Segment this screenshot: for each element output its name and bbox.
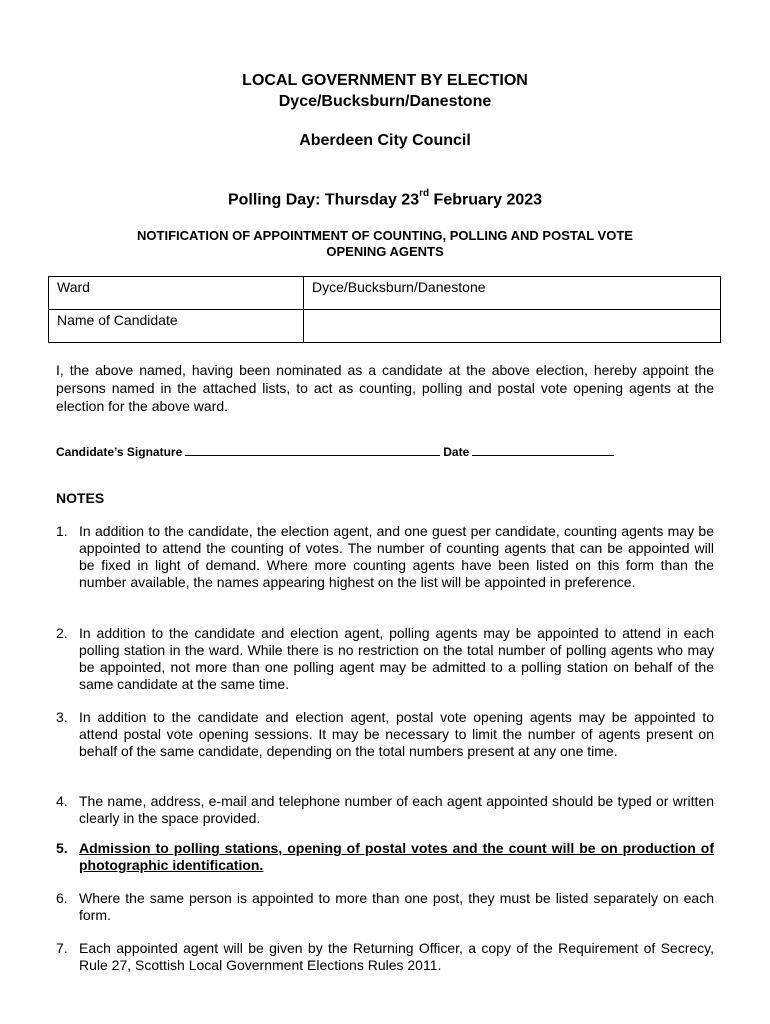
date-label: Date [443, 445, 470, 459]
note-number: 6. [56, 890, 68, 906]
note-text: In addition to the candidate, the election agent, and one guest per candidate, counting agents may be appointed to attend the counting of votes. The number of counting agents that can be appointed will be fixed in light of demand. Where more counting agents have been listed on this form than the number available, the names appearing highest on the list will be appointed in preference. [79, 523, 714, 590]
note-number: 1. [56, 523, 68, 539]
note-number: 5. [56, 840, 68, 856]
notification-heading-line1: NOTIFICATION OF APPOINTMENT OF COUNTING, POLLING AND POSTAL VOTE [137, 228, 633, 243]
note-number: 4. [56, 793, 68, 809]
polling-day-ordinal: rd [419, 188, 430, 199]
note-item-photo-id [56, 840, 714, 874]
polling-day [0, 190, 770, 209]
ward-row [49, 277, 721, 310]
polling-day-prefix: Polling Day: Thursday 23 [227, 191, 420, 209]
note-text: In addition to the candidate and election agent, polling agents may be appointed to attend in each polling station in the ward. While there is no restriction on the total number of polling agents who may be appointed, not more than one polling agent may be admitted to a polling station on behalf of the same candidate at the same time. [79, 625, 714, 692]
note-text: The name, address, e-mail and telephone number of each agent appointed should be typed or written clearly in the space provided. [79, 793, 714, 826]
notes-heading: NOTES [56, 490, 105, 506]
election-title: LOCAL GOVERNMENT BY ELECTION [242, 72, 528, 89]
polling-day-suffix: February 2023 [429, 191, 543, 209]
note-number: 7. [56, 940, 68, 956]
note-text: Admission to polling stations, opening of postal votes and the count will be on production of photographic identification. [79, 840, 714, 873]
note-item [56, 709, 714, 760]
note-item [56, 793, 714, 827]
signature-field[interactable] [185, 444, 440, 456]
ward-candidate-table [48, 276, 721, 343]
note-number: 2. [56, 625, 68, 641]
signature-row [56, 444, 614, 459]
date-field[interactable] [472, 444, 614, 456]
council-name: Aberdeen City Council [299, 132, 471, 149]
note-text: In addition to the candidate and election agent, postal vote opening agents may be appointed to attend postal vote opening sessions. It may be necessary to limit the number of agents present on behalf of the same candidate, depending on the total numbers present at any one time. [79, 709, 714, 759]
note-number: 3. [56, 709, 68, 725]
signature-label: Candidate’s Signature [56, 445, 183, 459]
ward-subtitle: Dyce/Bucksburn/Danestone [278, 93, 492, 110]
candidate-row [49, 310, 721, 343]
note-item [56, 625, 714, 693]
ward-label: Ward [49, 277, 304, 310]
candidate-name-field[interactable] [304, 310, 721, 343]
note-item [56, 940, 714, 974]
candidate-label: Name of Candidate [49, 310, 304, 343]
note-text: Where the same person is appointed to more than one post, they must be listed separately on each form. [79, 890, 714, 923]
note-item [56, 523, 714, 591]
declaration-paragraph: I, the above named, having been nominated as a candidate at the above election, hereby appoint the persons named in the attached lists, to act as counting, polling and postal vote opening agents at the election for the above ward. [56, 362, 714, 414]
notification-heading-line2: OPENING AGENTS [326, 244, 444, 259]
note-item [56, 890, 714, 924]
ward-value: Dyce/Bucksburn/Danestone [304, 277, 721, 310]
note-text: Each appointed agent will be given by the Returning Officer, a copy of the Requirement of Secrecy, Rule 27, Scottish Local Government Elections Rules 2011. [79, 940, 714, 973]
